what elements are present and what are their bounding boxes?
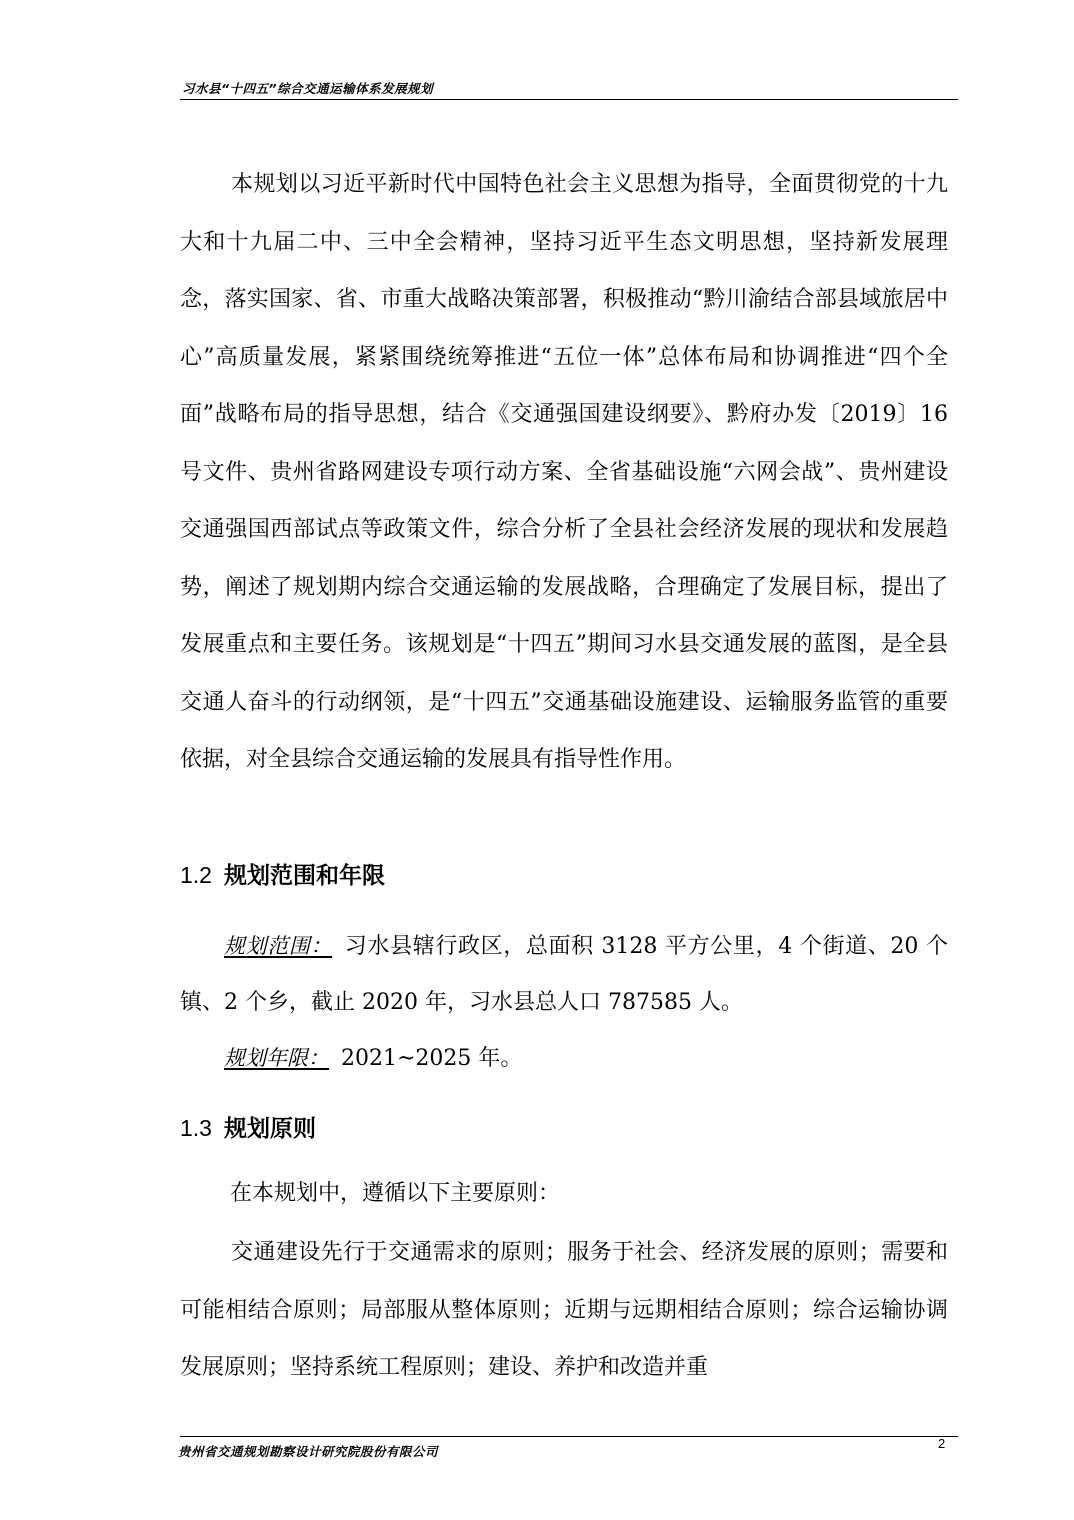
header-divider [180, 99, 958, 100]
section-heading-1-2 [180, 857, 385, 890]
planning-years-text: 2021~2025 年。 [341, 1046, 523, 1071]
principles-paragraph: 交通建设先行于交通需求的原则；服务于社会、经济发展的原则；需要和可能相结合原则；局部服从整体原则；近期与远期相结合原则；综合运输协调发展原则；坚持系统工程原则；建设、养护和改造并重 [180, 1240, 948, 1380]
planning-scope-text: 习水县辖行政区，总面积 3128 平方公里，4 个街道、20 个镇、2 个乡，截止 2020 年，习水县总人口 787585 人。 [180, 934, 948, 1015]
section-number: 1.3 [180, 1115, 212, 1141]
section-title: 规划原则 [223, 1116, 316, 1142]
page-number: 2 [938, 1436, 946, 1451]
running-header-title: 习水县“十四五”综合交通运输体系发展规划 [182, 81, 434, 96]
planning-years-paragraph [224, 1030, 522, 1087]
section-title: 规划范围和年限 [223, 863, 385, 889]
section-number: 1.2 [180, 862, 212, 888]
footer-organization: 贵州省交通规划勘察设计研究院股份有限公司 [178, 1444, 439, 1459]
footer-divider [180, 1436, 958, 1437]
planning-scope-label: 规划范围： [224, 934, 333, 958]
guiding-ideology-paragraph: 本规划以习近平新时代中国特色社会主义思想为指导，全面贯彻党的十九大和十九届二中、三中全会精神，坚持习近平生态文明思想，坚持新发展理念，落实国家、省、市重大战略决策部署，积极推动“黔川渝结合部县域旅居中心”高质量发展，紧紧围绕统筹推进“五位一体”总体布局和协调推进“四个全面”战略布局的指导思想，结合《交通强国建设纲要》、黔府办发〔2019〕16 号文件、贵州省路网建设专项行动方案、全省基础设施“六网会战”、贵州建设交通强国西部试点等政策文件，综合分析了全县社会经济发展的现状和发展趋势，阐述了规划期内综合交通运输的发展战略，合理确定了发展目标，提出了发展重点和主要任务。该规划是“十四五”期间习水县交通发展的蓝图，是全县交通人奋斗的行动纲领，是“十四五”交通基础设施建设、运输服务监管的重要依据，对全县综合交通运输的发展具有指导性作用。 [180, 172, 948, 772]
planning-years-label: 规划年限： [224, 1046, 329, 1070]
section-heading-1-3 [180, 1110, 316, 1143]
principles-intro: 在本规划中，遵循以下主要原则： [230, 1181, 561, 1206]
planning-scope-paragraph [180, 918, 948, 1031]
